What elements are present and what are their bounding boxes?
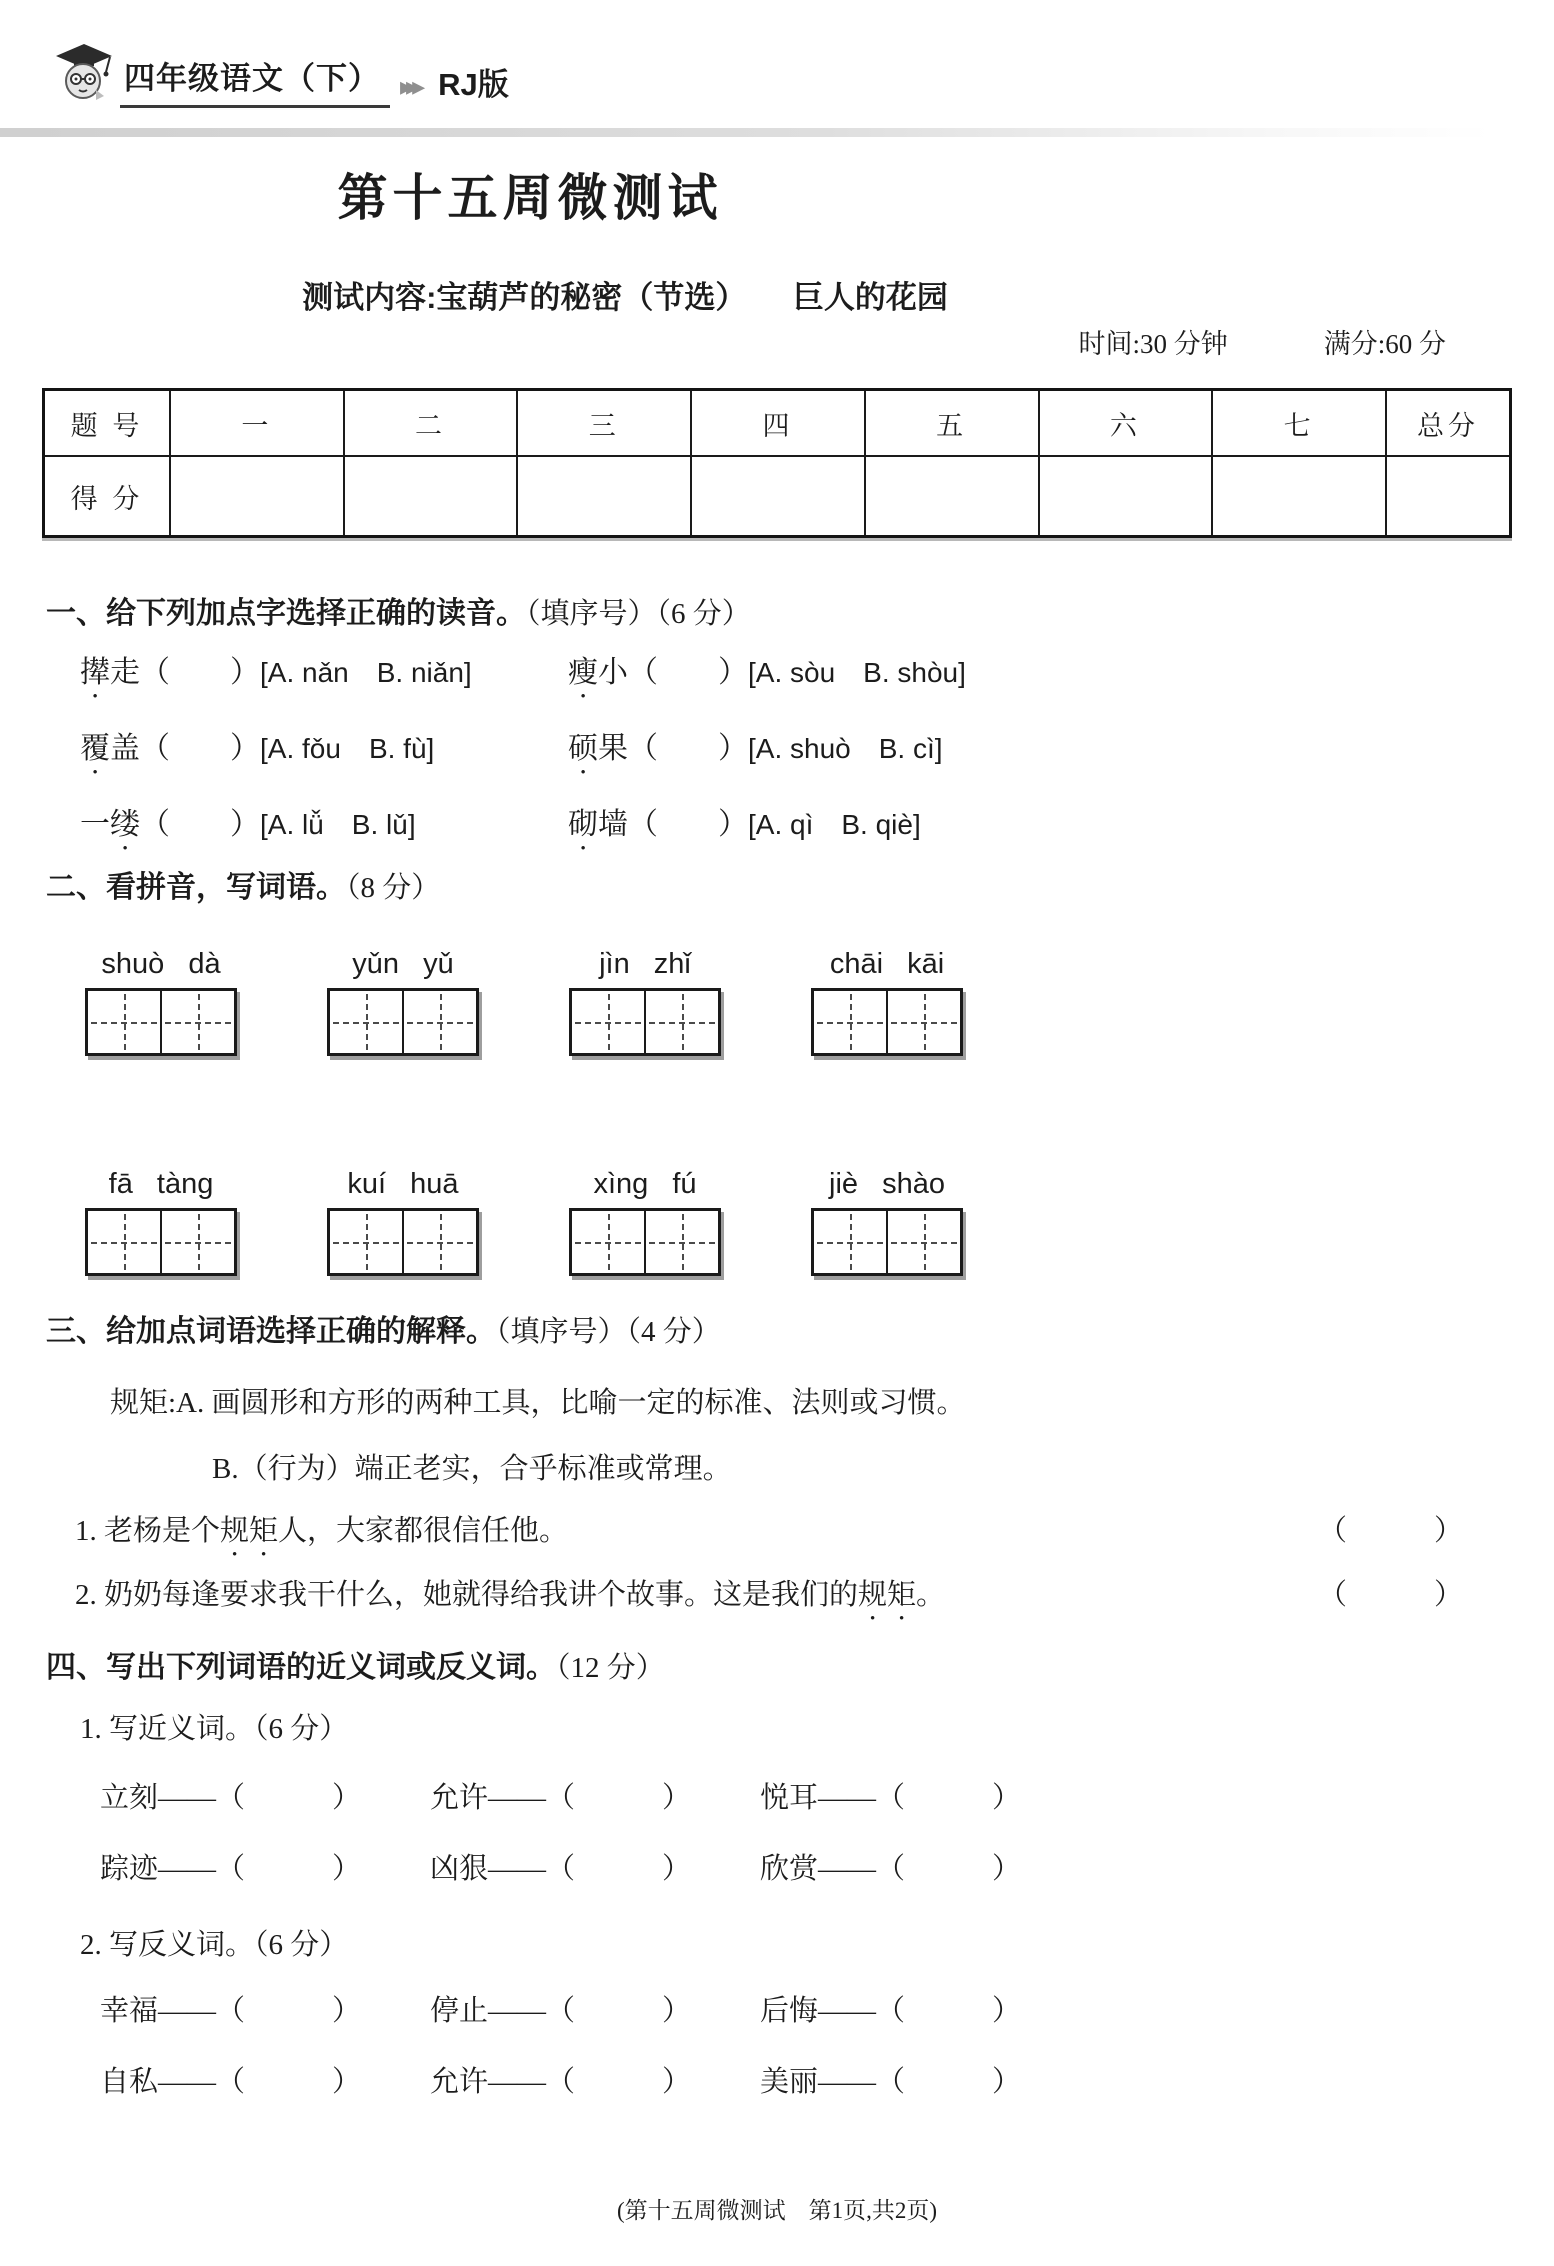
pinyin-writing-group bbox=[327, 948, 479, 1056]
option-list: [A. fǒu B. fù] bbox=[260, 733, 435, 764]
character-writing-box bbox=[327, 1208, 479, 1276]
word-blank-item: 悦耳——（ ） bbox=[760, 1782, 1022, 1814]
pinyin-writing-group bbox=[85, 948, 237, 1056]
answer-blank: （ ） bbox=[140, 656, 260, 689]
pinyin-writing-group bbox=[569, 948, 721, 1056]
table-header-cell: 一 bbox=[170, 390, 344, 457]
pinyin-writing-row bbox=[85, 1168, 963, 1276]
question-number-label: 题 号 bbox=[44, 390, 171, 457]
score-blank-cell bbox=[691, 456, 865, 537]
answer-blank: （ ） bbox=[628, 656, 748, 689]
answer-blank: （ ） bbox=[1317, 1579, 1463, 1611]
section1-heading: 一、给下列加点字选择正确的读音。（填序号）（6 分） bbox=[46, 597, 751, 630]
definition-b: B.（行为）端正老实，合乎标准或常理。 bbox=[212, 1453, 732, 1485]
word-blank-item: 后悔——（ ） bbox=[760, 1995, 1022, 2027]
table-header-cell: 二 bbox=[344, 390, 518, 457]
word-blank-item: 允许——（ ） bbox=[430, 2066, 692, 2098]
pinyin-label: jiè shào bbox=[829, 1168, 945, 1200]
pinyin-writing-group bbox=[569, 1168, 721, 1276]
page-title: 第十五周微测试 bbox=[337, 170, 723, 226]
option-list: [A. qì B. qiè] bbox=[748, 809, 921, 840]
full-score-label: 满分:60 分 bbox=[1323, 329, 1446, 359]
pinyin-label: kuí huā bbox=[347, 1168, 459, 1200]
antonym-sub-label: 2. 写反义词。（6 分） bbox=[80, 1929, 349, 1961]
character-writing-box bbox=[85, 1208, 237, 1276]
synonym-grid bbox=[100, 1775, 1090, 1887]
word-blank-item: 美丽——（ ） bbox=[760, 2066, 1022, 2098]
pinyin-label: shuò dà bbox=[101, 948, 221, 980]
score-blank-cell bbox=[865, 456, 1039, 537]
character-writing-box bbox=[569, 988, 721, 1056]
word-blank-item: 自私——（ ） bbox=[100, 2066, 362, 2098]
option-list: [A. nǎn B. niǎn] bbox=[260, 657, 472, 688]
score-row bbox=[44, 456, 1511, 537]
antonym-grid bbox=[100, 1988, 1090, 2100]
section3-heading: 三、给加点词语选择正确的解释。（填序号）（4 分） bbox=[46, 1315, 721, 1348]
pinyin-label: chāi kāi bbox=[829, 948, 945, 980]
table-header-cell: 总分 bbox=[1386, 390, 1511, 457]
pinyin-choice-item: 硕果（ ）[A. shuò B. cì] bbox=[568, 732, 943, 765]
pinyin-choice-item: 覆盖（ ）[A. fǒu B. fù] bbox=[80, 732, 435, 765]
character-writing-box bbox=[811, 988, 963, 1056]
option-list: [A. sòu B. shòu] bbox=[748, 657, 966, 688]
section1-items bbox=[80, 648, 1188, 857]
pinyin-writing-group bbox=[327, 1168, 479, 1276]
character-writing-box bbox=[811, 1208, 963, 1276]
graduate-mascot-icon bbox=[46, 38, 120, 108]
table-header-cell: 四 bbox=[691, 390, 865, 457]
score-table bbox=[42, 388, 1512, 538]
word-blank-item: 幸福——（ ） bbox=[100, 1995, 362, 2027]
pinyin-label: xìng fú bbox=[593, 1168, 697, 1200]
section4-heading: 四、写出下列词语的近义词或反义词。（12 分） bbox=[46, 1651, 665, 1684]
edition-label: RJ版 bbox=[438, 67, 509, 102]
word-blank-item: 凶狠——（ ） bbox=[430, 1853, 692, 1885]
question-number-row bbox=[44, 390, 1511, 457]
answer-blank: （ ） bbox=[628, 732, 748, 765]
time-limit-label: 时间:30 分钟 bbox=[1078, 329, 1228, 359]
answer-blank: （ ） bbox=[140, 732, 260, 765]
score-blank-cell bbox=[344, 456, 518, 537]
pinyin-label: jìn zhǐ bbox=[599, 948, 691, 980]
table-header-cell: 五 bbox=[865, 390, 1039, 457]
answer-blank: （ ） bbox=[628, 808, 748, 841]
test-content-subtitle: 测试内容:宝葫芦的秘密（节选） 巨人的花园 bbox=[302, 280, 948, 315]
sentence-item: 2. 奶奶每逢要求我干什么，她就得给我讲个故事。这是我们的规矩。 （ ） bbox=[75, 1572, 1463, 1627]
word-blank-item: 立刻——（ ） bbox=[100, 1782, 362, 1814]
score-label: 得 分 bbox=[44, 456, 171, 537]
pinyin-choice-item: 撵走（ ）[A. nǎn B. niǎn] bbox=[80, 656, 472, 689]
word-blank-item: 欣赏——（ ） bbox=[760, 1853, 1022, 1885]
word-blank-item: 允许——（ ） bbox=[430, 1782, 692, 1814]
table-header-cell: 七 bbox=[1212, 390, 1386, 457]
pinyin-writing-row bbox=[85, 948, 963, 1056]
score-blank-cell bbox=[1039, 456, 1213, 537]
table-header-cell: 三 bbox=[517, 390, 691, 457]
character-writing-box bbox=[85, 988, 237, 1056]
page-footer: (第十五周微测试 第1页,共2页) bbox=[616, 2198, 938, 2223]
definition-a: 规矩:A. 画圆形和方形的两种工具，比喻一定的标准、法则或习惯。 bbox=[110, 1387, 966, 1419]
scan-artifact-band bbox=[0, 128, 1492, 137]
pinyin-choice-item: 瘦小（ ）[A. sòu B. shòu] bbox=[568, 656, 966, 689]
pinyin-writing-group bbox=[85, 1168, 237, 1276]
pinyin-choice-item: 一缕（ ）[A. lǚ B. lǔ] bbox=[80, 808, 416, 841]
table-header-cell: 六 bbox=[1039, 390, 1213, 457]
word-blank-item: 停止——（ ） bbox=[430, 1995, 692, 2027]
pinyin-label: fā tàng bbox=[108, 1168, 214, 1200]
pinyin-writing-group bbox=[811, 948, 963, 1056]
brand-label: 四年级语文（下） bbox=[120, 53, 390, 108]
synonym-sub-label: 1. 写近义词。（6 分） bbox=[80, 1713, 349, 1745]
pinyin-label: yǔn yǔ bbox=[352, 948, 454, 980]
section2-heading: 二、看拼音，写词语。（8 分） bbox=[46, 871, 441, 904]
pinyin-writing-group bbox=[811, 1168, 963, 1276]
meta-line bbox=[1078, 322, 1446, 361]
answer-blank: （ ） bbox=[1317, 1515, 1463, 1547]
character-writing-box bbox=[569, 1208, 721, 1276]
pinyin-choice-item: 砌墙（ ）[A. qì B. qiè] bbox=[568, 808, 921, 841]
sentence-item: 1. 老杨是个规矩人，大家都很信任他。 （ ） bbox=[75, 1508, 1463, 1563]
answer-blank: （ ） bbox=[140, 808, 260, 841]
page-header bbox=[46, 38, 509, 108]
character-writing-box bbox=[327, 988, 479, 1056]
chevrons-right-icon: ▸▸▸ bbox=[400, 72, 419, 101]
score-blank-cell bbox=[1212, 456, 1386, 537]
score-blank-cell bbox=[170, 456, 344, 537]
option-list: [A. lǚ B. lǔ] bbox=[260, 809, 416, 840]
score-blank-cell bbox=[517, 456, 691, 537]
score-blank-cell bbox=[1386, 456, 1511, 537]
word-blank-item: 踪迹——（ ） bbox=[100, 1853, 362, 1885]
option-list: [A. shuò B. cì] bbox=[748, 733, 943, 764]
